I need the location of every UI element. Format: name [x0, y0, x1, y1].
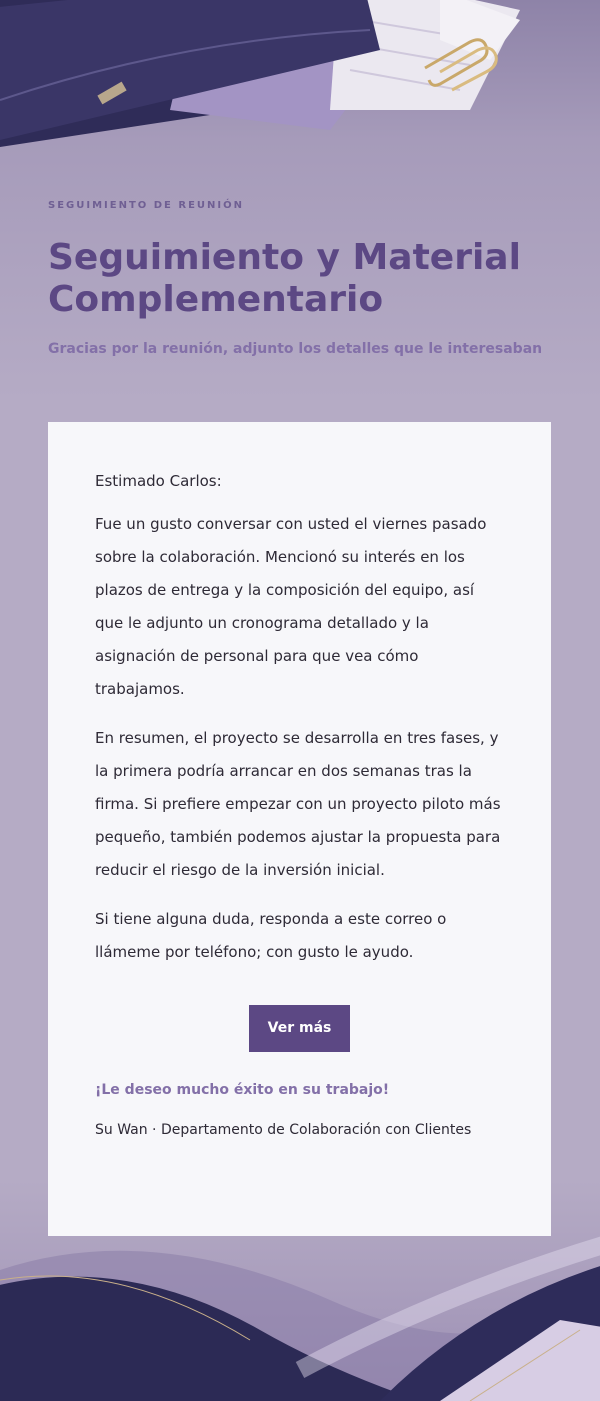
see-more-button[interactable]: Ver más — [249, 1005, 351, 1052]
subtitle: Gracias por la reunión, adjunto los detalles que le interesaban — [48, 341, 543, 357]
title-line-2: Complementario — [48, 279, 384, 320]
body-paragraph-1: Fue un gusto conversar con usted el viernes pasado sobre la colaboración. Mencionó su interés en los plazos de entrega y la composición del equipo, así que le adjunto un cronograma detallado y la asignación de personal para que vea cómo trabajamos. — [95, 515, 487, 698]
cta-container — [95, 1005, 504, 1052]
body-paragraph-3: Si tiene alguna duda, responda a este correo o llámeme por teléfono; con gusto le ayudo. — [95, 910, 447, 961]
eyebrow-label: SEGUIMIENTO DE REUNIÓN — [48, 200, 244, 211]
message-card — [48, 422, 551, 1236]
closing-line: ¡Le deseo mucho éxito en su trabajo! — [95, 1082, 390, 1098]
body-paragraph-2: En resumen, el proyecto se desarrolla en tres fases, y la primera podría arrancar en dos semanas tras la firma. Si prefiere empezar con un proyecto piloto más pequeño, también podemos ajustar la propuesta para reducir el riesgo de la inversión inicial. — [95, 729, 501, 879]
title-line-1: Seguimiento y Material — [48, 237, 521, 278]
greeting: Estimado Carlos: — [95, 472, 222, 490]
email-header — [48, 200, 558, 357]
page-title — [48, 237, 558, 321]
signature: Su Wan · Departamento de Colaboración con Clientes — [95, 1122, 472, 1138]
